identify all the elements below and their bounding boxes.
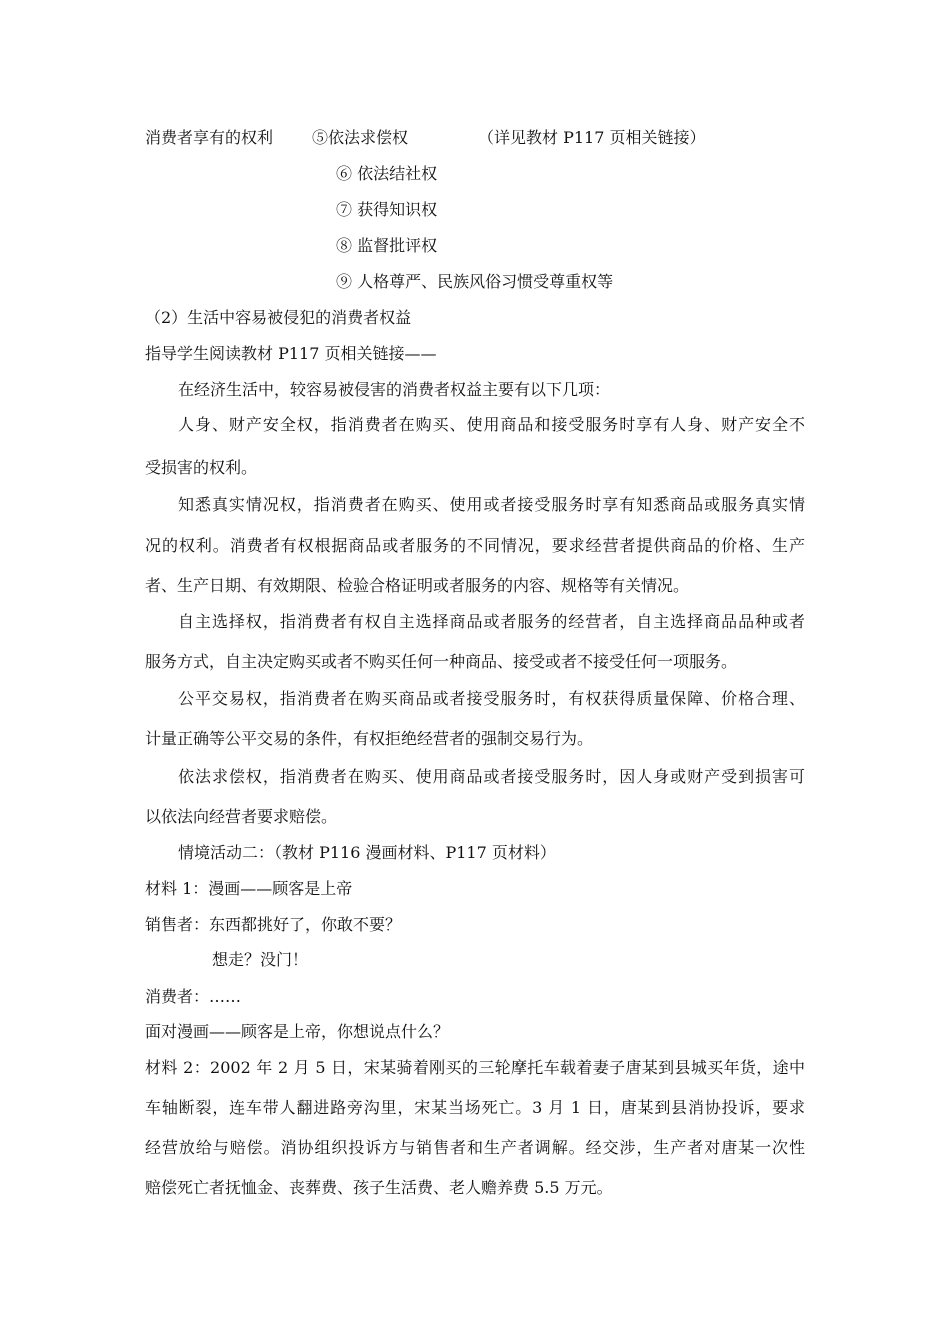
fair-trade-right-line-2: 计量正确等公平交易的条件，有权拒绝经营者的强制交易行为。 bbox=[145, 729, 594, 748]
right-item-8: ⑧ 监督批评权 bbox=[336, 236, 438, 255]
compensation-right-line-1: 依法求偿权，指消费者在购买、使用商品或者接受服务时，因人身或财产受到损害可 bbox=[178, 767, 805, 786]
section-heading: （2）生活中容易被侵犯的消费者权益 bbox=[145, 308, 412, 327]
information-right-line-1: 知悉真实情况权，指消费者在购买、使用或者接受服务时享有知悉商品或服务真实情 bbox=[178, 495, 805, 514]
material-1-title: 材料 1：漫画——顾客是上帝 bbox=[145, 879, 353, 898]
choice-right-line-1: 自主选择权，指消费者有权自主选择商品或者服务的经营者，自主选择商品品种或者 bbox=[178, 612, 805, 631]
material-2-line-3: 经营放给与赔偿。消协组织投诉方与销售者和生产者调解。经交涉，生产者对唐某一次性 bbox=[145, 1138, 805, 1157]
information-right-line-2: 况的权利。消费者有权根据商品或者服务的不同情况，要求经营者提供商品的价格、生产 bbox=[145, 536, 805, 555]
material-2-line-4: 赔偿死亡者抚恤金、丧葬费、孩子生活费、老人赡养费 5.5 万元。 bbox=[145, 1178, 613, 1197]
comic-question: 面对漫画——顾客是上帝，你想说点什么？ bbox=[145, 1022, 450, 1041]
material-2-line-1: 材料 2：2002 年 2 月 5 日，宋某骑着刚买的三轮摩托车载着妻子唐某到县城买年货，途中 bbox=[145, 1058, 805, 1077]
safety-right-line-2: 受损害的权利。 bbox=[145, 458, 258, 477]
right-item-6: ⑥ 依法结社权 bbox=[336, 164, 438, 183]
section-intro: 在经济生活中，较容易被侵害的消费者权益主要有以下几项： bbox=[178, 380, 611, 399]
reading-guide: 指导学生阅读教材 P117 页相关链接—— bbox=[145, 344, 437, 363]
rights-label: 消费者享有的权利 bbox=[145, 128, 274, 147]
compensation-right-line-2: 以依法向经营者要求赔偿。 bbox=[145, 807, 338, 826]
material-2-line-2: 车轴断裂，连车带人翻进路旁沟里，宋某当场死亡。3 月 1 日，唐某到县消协投诉，要求 bbox=[145, 1098, 805, 1117]
activity-title: 情境活动二：（教材 P116 漫画材料、P117 页材料） bbox=[178, 843, 556, 862]
right-item-7: ⑦ 获得知识权 bbox=[336, 200, 438, 219]
seller-line-1: 销售者：东西都挑好了，你敢不要？ bbox=[145, 915, 402, 934]
seller-line-2: 想走？没门！ bbox=[212, 950, 309, 969]
right-item-9: ⑨ 人格尊严、民族风俗习惯受尊重权等 bbox=[336, 272, 614, 291]
right-item-5: ⑤依法求偿权 bbox=[312, 128, 409, 147]
information-right-line-3: 者、生产日期、有效期限、检验合格证明或者服务的内容、规格等有关情况。 bbox=[145, 576, 690, 595]
choice-right-line-2: 服务方式，自主决定购买或者不购买任何一种商品、接受或者不接受任何一项服务。 bbox=[145, 652, 738, 671]
consumer-line: 消费者：…… bbox=[145, 987, 242, 1006]
safety-right-line-1: 人身、财产安全权，指消费者在购买、使用商品和接受服务时享有人身、财产安全不 bbox=[178, 415, 805, 434]
textbook-reference-note: （详见教材 P117 页相关链接） bbox=[478, 128, 706, 147]
fair-trade-right-line-1: 公平交易权，指消费者在购买商品或者接受服务时，有权获得质量保障、价格合理、 bbox=[178, 689, 805, 708]
